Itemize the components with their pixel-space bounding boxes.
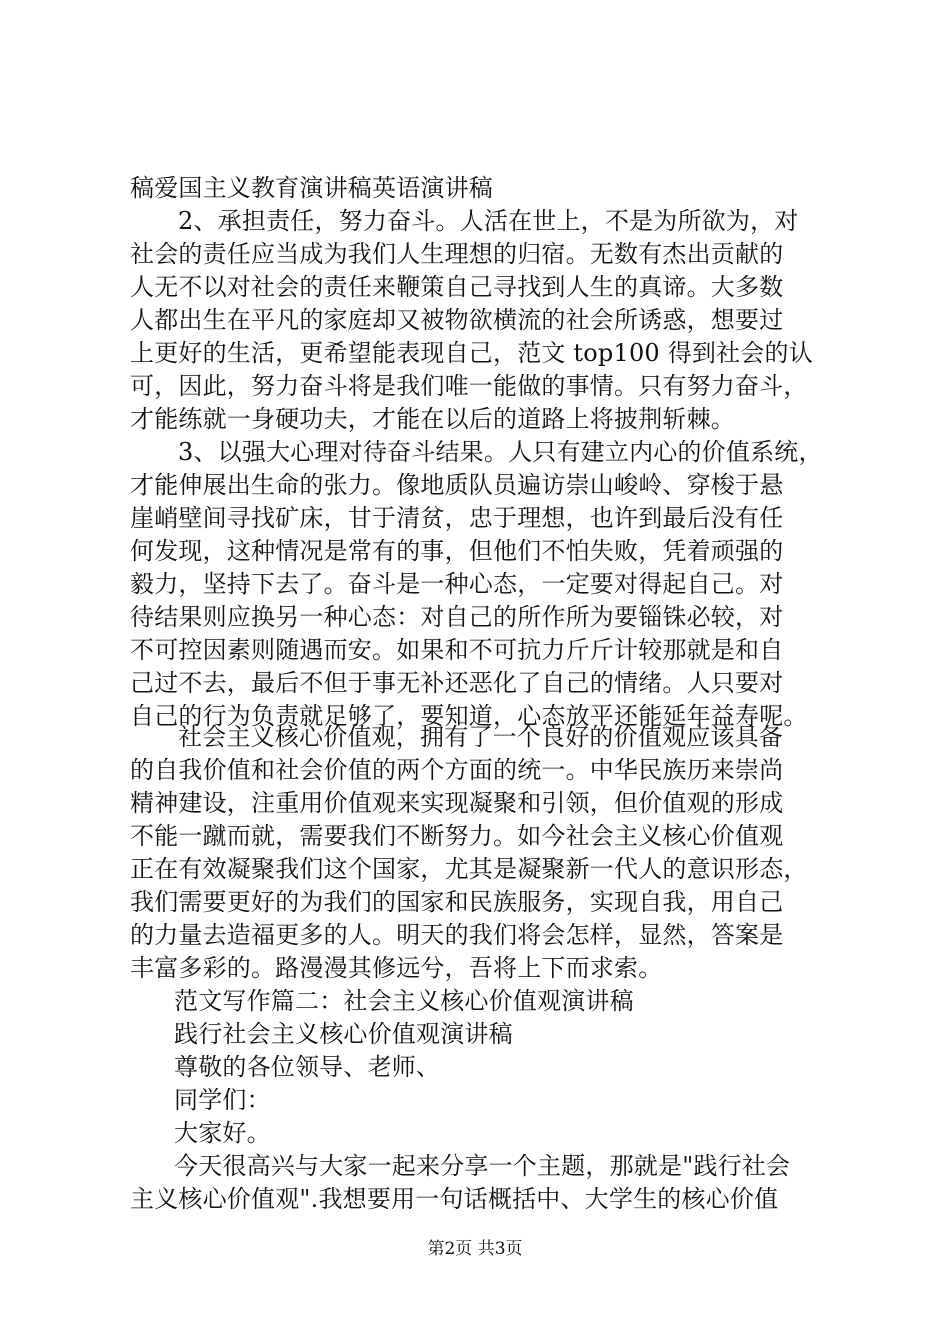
text-line: 主义核心价值观".我想要用一句话概括中、大学生的核心价值 [130, 1185, 779, 1213]
paragraph-line: 2、承担责任，努力奋斗。人活在世上，不是为所欲为，对 [178, 207, 799, 235]
text-line: 崖峭壁间寻找矿床，甘于清贫，忠于理想，也许到最后没有任 [130, 504, 784, 532]
paragraph-line: 今天很高兴与大家一起来分享一个主题，那就是"践行社会 [174, 1152, 791, 1180]
text-line: 可，因此，努力奋斗将是我们唯一能做的事情。只有努力奋斗， [130, 372, 808, 400]
body-text-section-2 [130, 721, 830, 1216]
salutation-line: 同学们： [174, 1086, 271, 1114]
text-line: 己过不去，最后不但于事无补还恶化了自己的情绪。人只要对 [130, 669, 784, 697]
text-line: 我们需要更好的为我们的国家和民族服务，实现自我，用自己 [130, 888, 784, 916]
text-line: 不可控因素则随遇而安。如果和不可抗力斤斤计较那就是和自 [130, 636, 784, 664]
text-line: 的自我价值和社会价值的两个方面的统一。中华民族历来崇尚 [130, 756, 784, 784]
body-text [130, 172, 830, 733]
salutation-line: 尊敬的各位领导、老师、 [174, 1053, 441, 1081]
speech-title: 践行社会主义核心价值观演讲稿 [174, 1020, 513, 1048]
text-line: 社会的责任应当成为我们人生理想的归宿。无数有杰出贡献的 [130, 240, 784, 268]
text-line: 正在有效凝聚我们这个国家，尤其是凝聚新一代人的意识形态， [130, 855, 808, 883]
text-line: 丰富多彩的。路漫漫其修远兮，吾将上下而求索。 [130, 954, 663, 982]
paragraph-line: 3、以强大心理对待奋斗结果。人只有建立内心的价值系统， [178, 438, 823, 466]
text-line: 才能练就一身硬功夫，才能在以后的道路上将披荆斩棘。 [130, 405, 735, 433]
page-footer: 第2页 共3页 [427, 1239, 523, 1259]
text-line: 人无不以对社会的责任来鞭策自己寻找到人生的真谛。大多数 [130, 273, 784, 301]
text-line: 毅力，坚持下去了。奋斗是一种心态，一定要对得起自己。对 [130, 570, 784, 598]
text-line: 上更好的生活，更希望能表现自己，范文 top100 得到社会的认 [130, 339, 813, 367]
text-line: 精神建设，注重用价值观来实现凝聚和引领，但价值观的形成 [130, 789, 784, 817]
greeting-line: 大家好。 [174, 1119, 271, 1147]
text-line: 不能一蹴而就，需要我们不断努力。如今社会主义核心价值观 [130, 822, 784, 850]
text-line: 自己的行为负责就足够了，要知道，心态放平还能延年益寿呢。 [130, 702, 808, 730]
section-heading: 范文写作篇二：社会主义核心价值观演讲稿 [174, 987, 634, 1015]
text-line: 待结果则应换另一种心态：对自己的所作所为要锱铢必较，对 [130, 603, 784, 631]
text-line: 稿爱国主义教育演讲稿英语演讲稿 [130, 174, 493, 202]
text-line: 才能伸展出生命的张力。像地质队员遍访崇山峻岭、穿梭于悬 [130, 471, 784, 499]
paragraph-line: 社会主义核心价值观，拥有了一个良好的价值观应该具备 [178, 723, 783, 751]
text-line: 人都出生在平凡的家庭却又被物欲横流的社会所诱惑，想要过 [130, 306, 784, 334]
text-line: 的力量去造福更多的人。明天的我们将会怎样，显然，答案是 [130, 921, 784, 949]
text-line: 何发现，这种情况是常有的事，但他们不怕失败，凭着顽强的 [130, 537, 784, 565]
